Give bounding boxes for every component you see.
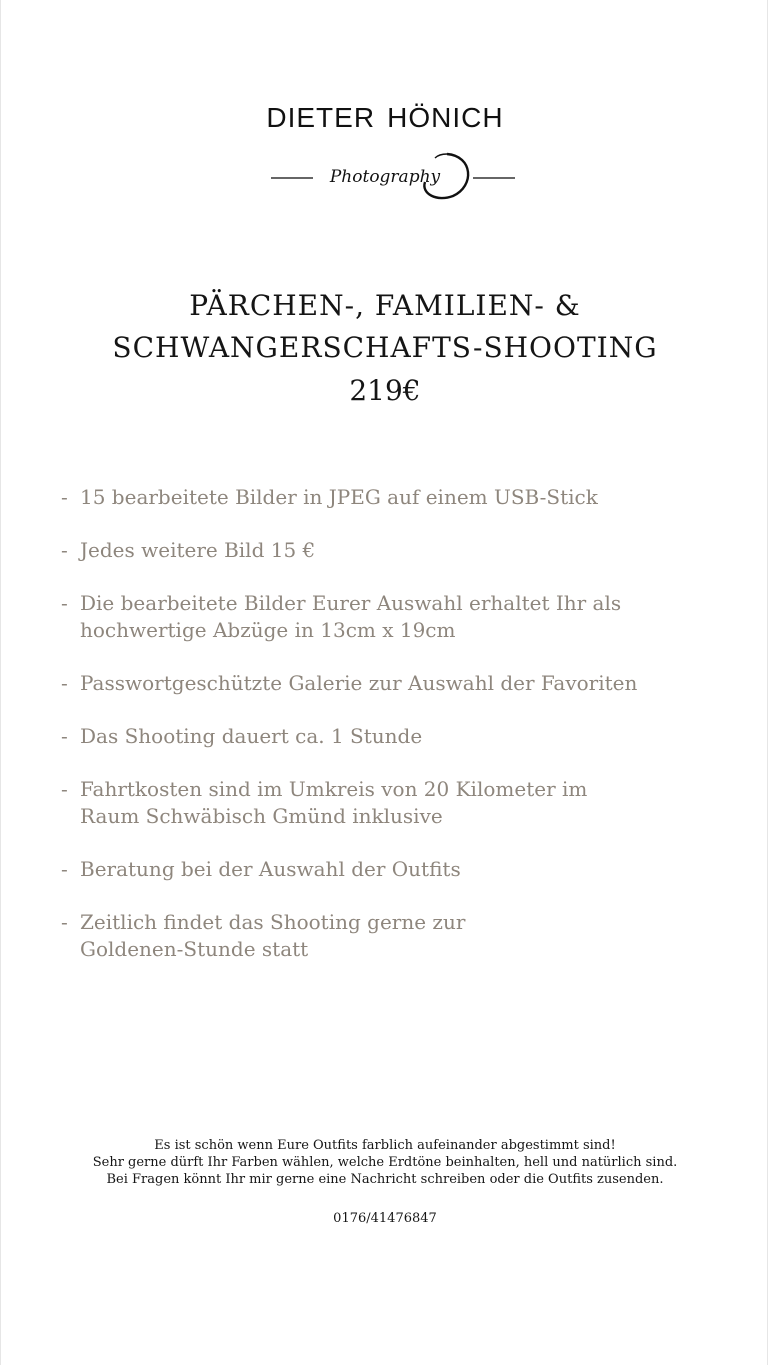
- logo: [1, 88, 768, 206]
- list-item: [61, 484, 721, 511]
- footer-line-3: Bei Fragen könnt Ihr mir gerne eine Nachricht schreiben oder die Outfits zusenden.: [106, 1172, 664, 1187]
- phone-number: 0176/41476847: [333, 1211, 437, 1226]
- page-title-line-1: PÄRCHEN-, FAMILIEN- &: [189, 289, 581, 322]
- list-item: [61, 537, 721, 564]
- list-item-text: Jedes weitere Bild 15 €: [80, 538, 316, 562]
- list-item: [61, 670, 721, 697]
- list-item-text: 15 bearbeitete Bilder in JPEG auf einem USB-Stick: [80, 485, 598, 509]
- logo-signature: [1, 142, 768, 206]
- list-dash: -: [61, 485, 68, 509]
- list-dash: -: [61, 538, 68, 562]
- feature-list: [61, 484, 721, 989]
- list-item-text: Das Shooting dauert ca. 1 Stunde: [80, 724, 423, 748]
- footer-line-1: Es ist schön wenn Eure Outfits farblich aufeinander abgestimmt sind!: [154, 1138, 616, 1153]
- list-dash: -: [61, 910, 68, 934]
- logo-signature-graphic: [1, 142, 768, 206]
- logo-script-text: Photography: [329, 167, 441, 187]
- list-item: [61, 723, 721, 750]
- list-item-text: Beratung bei der Auswahl der Outfits: [80, 857, 461, 881]
- list-item-text: Fahrtkosten sind im Umkreis von 20 Kilometer im Raum Schwäbisch Gmünd inklusive: [80, 777, 588, 828]
- list-item: [61, 776, 590, 830]
- list-dash: -: [61, 777, 68, 801]
- title-block: [1, 285, 768, 413]
- footer-note: [1, 1137, 768, 1227]
- list-dash: -: [61, 671, 68, 695]
- list-dash: -: [61, 591, 68, 615]
- price: 219€: [349, 374, 421, 407]
- list-dash: -: [61, 857, 68, 881]
- list-item: [61, 590, 640, 644]
- list-item-text: Passwortgeschützte Galerie zur Auswahl der Favoriten: [80, 671, 638, 695]
- list-item-text: Zeitlich findet das Shooting gerne zur Goldenen-Stunde statt: [80, 910, 466, 961]
- page-title-line-2: SCHWANGERSCHAFTS-SHOOTING: [112, 331, 658, 364]
- footer-line-2: Sehr gerne dürft Ihr Farben wählen, welche Erdtöne beinhalten, hell und natürlich sind.: [92, 1155, 678, 1170]
- list-item-text: Die bearbeitete Bilder Eurer Auswahl erhaltet Ihr als hochwertige Abzüge in 13cm x 19cm: [80, 591, 622, 642]
- list-item: [61, 856, 721, 883]
- list-dash: -: [61, 724, 68, 748]
- logo-name: dieter hönich: [266, 92, 504, 136]
- list-item: [61, 909, 510, 963]
